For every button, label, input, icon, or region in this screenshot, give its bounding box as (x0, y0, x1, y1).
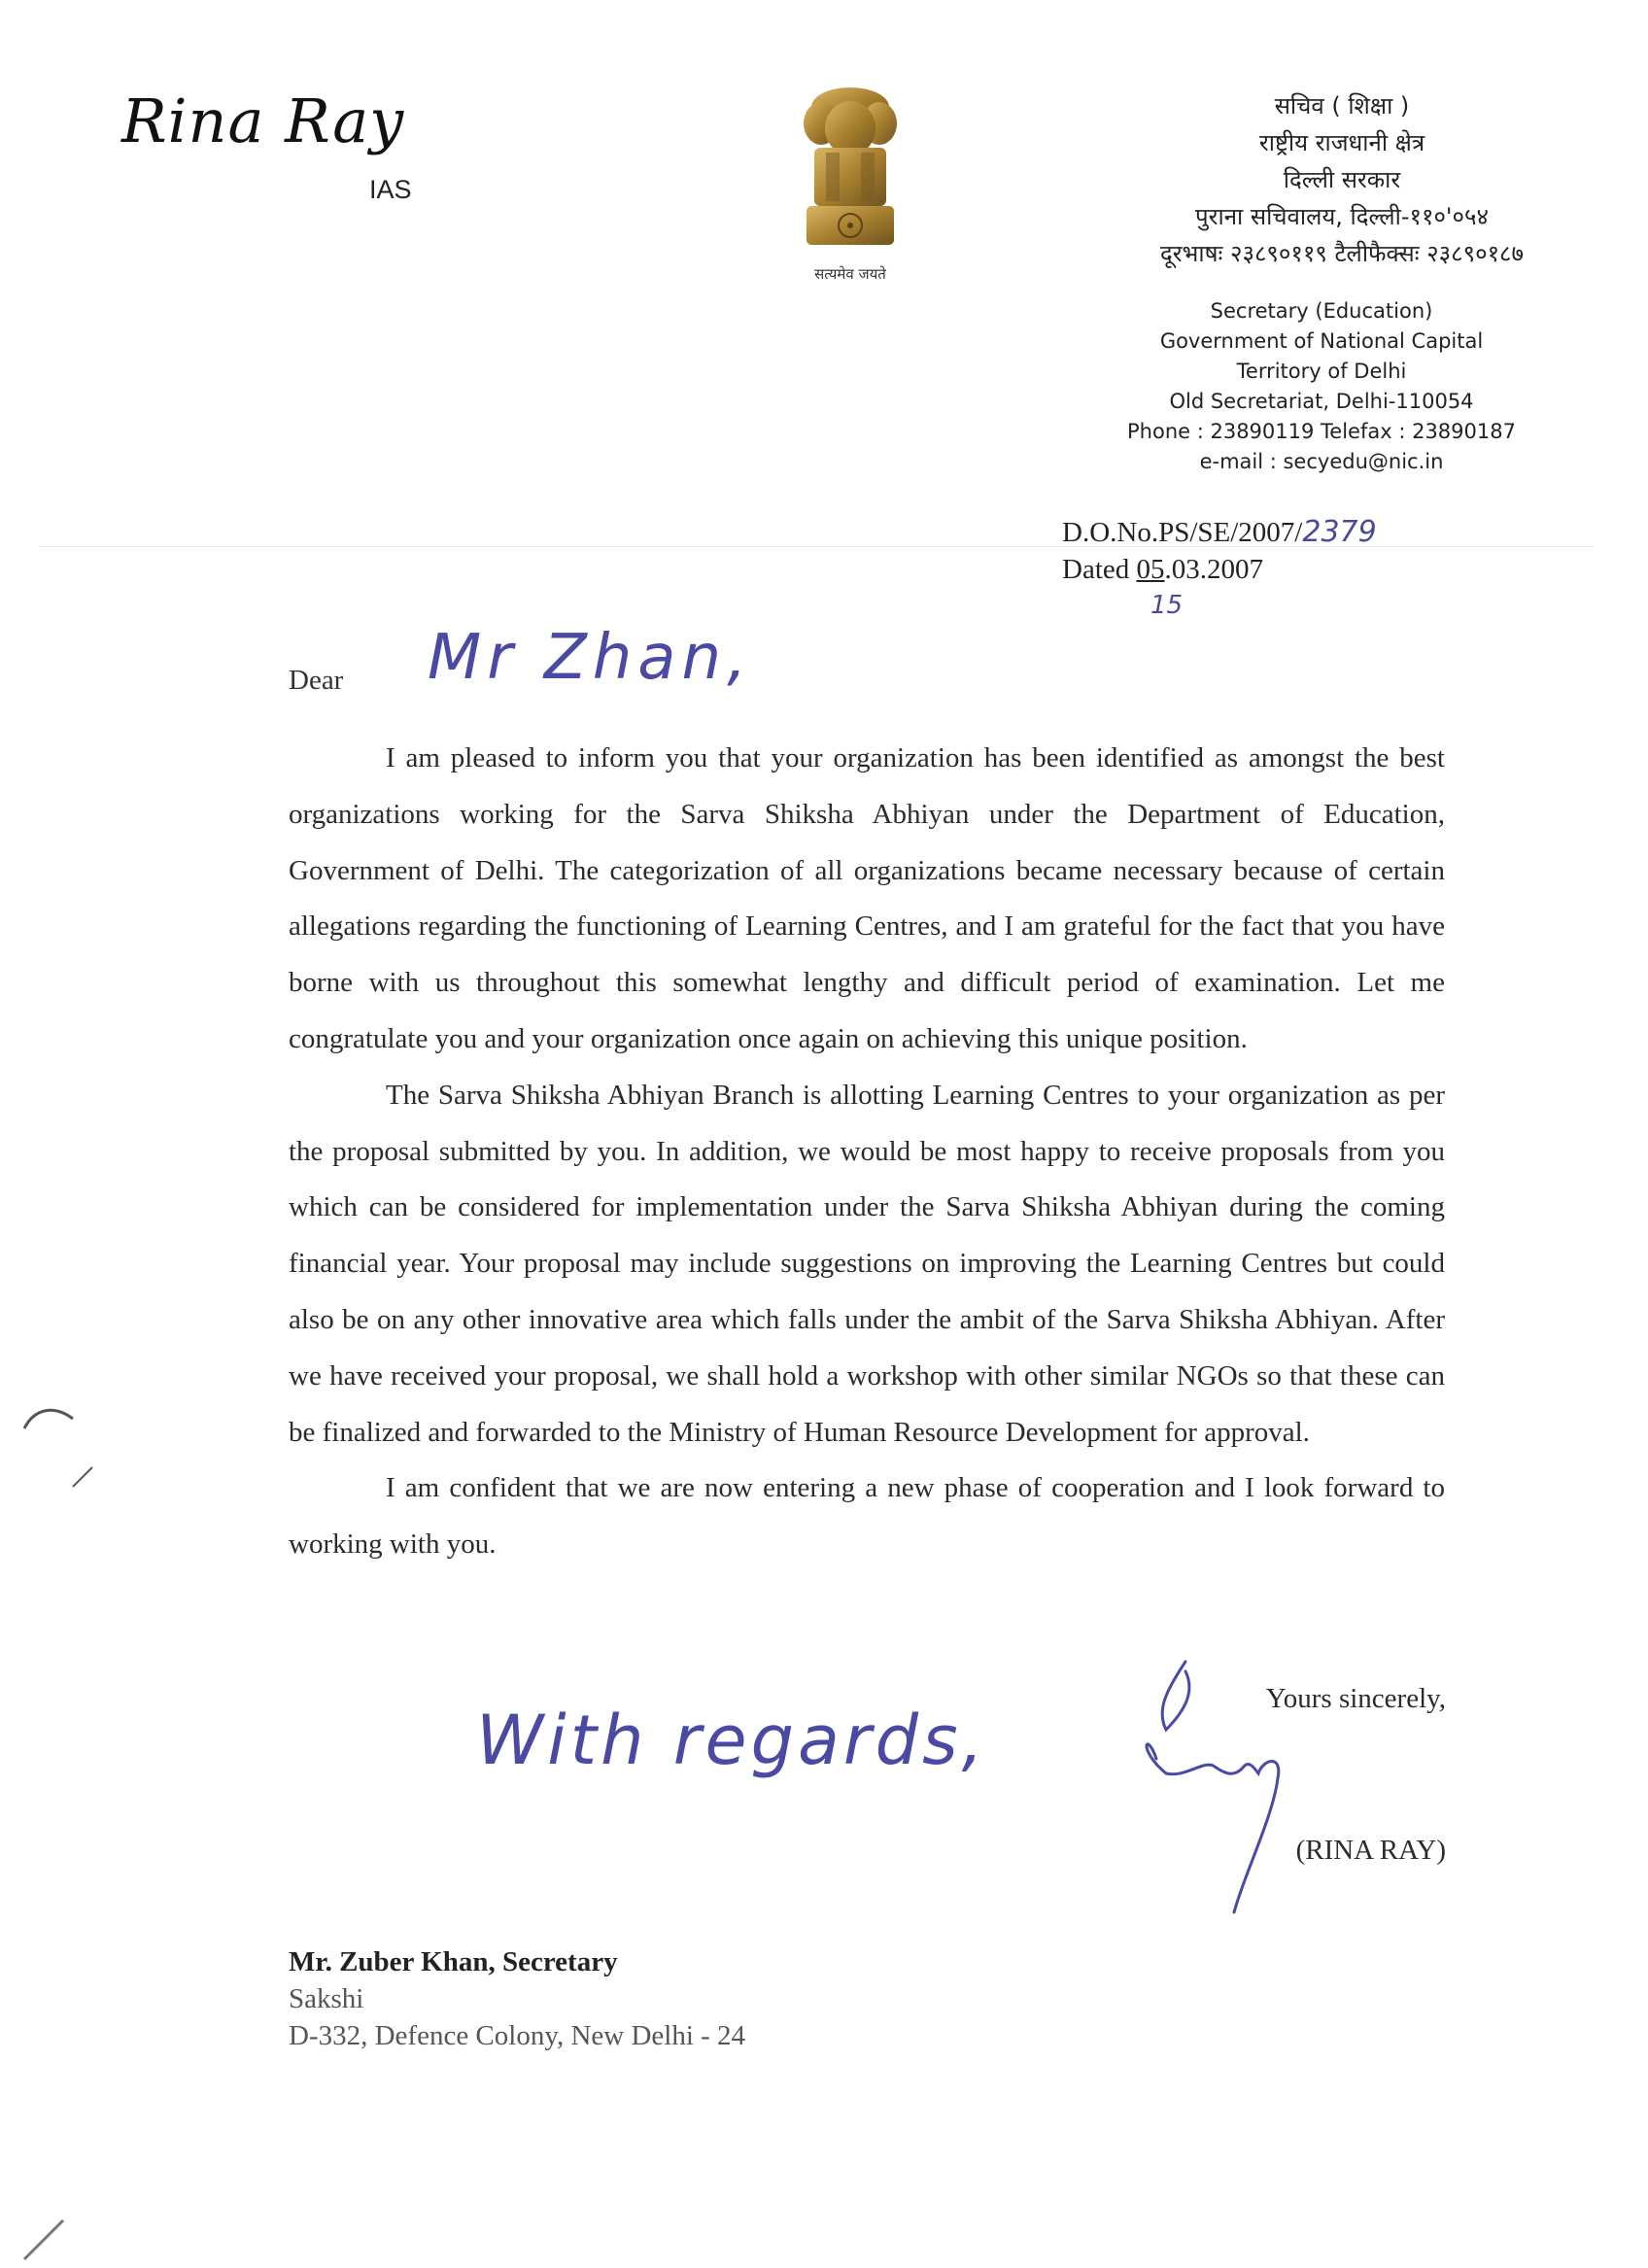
dated-rest: .03.2007 (1164, 554, 1263, 585)
handwritten-reference: 2379 (1302, 515, 1377, 549)
english-line: Phone : 23890119 Telefax : 23890187 (1127, 420, 1516, 443)
national-emblem-icon (787, 80, 913, 255)
scan-mark (19, 2216, 68, 2264)
dated-day: 05 (1136, 554, 1165, 585)
salutation-dear: Dear (289, 665, 344, 696)
scan-mark (19, 1399, 78, 1438)
scan-mark (68, 1462, 97, 1492)
reference-number (1062, 515, 1377, 549)
english-line: Secretary (Education) (1210, 299, 1433, 323)
dated-prefix: Dated (1062, 554, 1137, 585)
hindi-line: सचिव ( शिक्षा ) (1274, 92, 1410, 120)
name-signature: Rina Ray (121, 86, 405, 156)
reference-prefix: D.O.No.PS/SE/2007/ (1062, 517, 1303, 548)
english-line: Old Secretariat, Delhi-110054 (1169, 390, 1474, 413)
signatory-name: (RINA RAY) (1295, 1835, 1446, 1866)
addressee-organization: Sakshi (289, 1983, 364, 2014)
letter-body (289, 731, 1445, 1573)
handwritten-recipient-name: Mr Zhan, (428, 622, 753, 694)
body-paragraph: The Sarva Shiksha Abhiyan Branch is allotting Learning Centres to your organization as per the proposal submitted by you. In addition, we would be most happy to receive proposals from you which can be considered for implementation under the Sarva Shiksha Abhiyan during the coming financial year. Your proposal may include suggestions on improving the Learning Centres but could also be on any other innovative area which falls under the ambit of the Sarva Shiksha Abhiyan. After we have received your proposal, we shall hold a workshop with other similar NGOs so that these can be finalized and forwarded to the Ministry of Human Resource Development for approval. (289, 1079, 1445, 1448)
handwritten-signature (1127, 1652, 1322, 1914)
hindi-line: दूरभाषः २३८९०११९ टैलीफैक्सः २३८९०१८७ (1159, 240, 1525, 267)
emblem-motto: सत्यमेव जयते (814, 265, 886, 283)
handwritten-date-correction: 15 (1150, 591, 1184, 620)
addressee-block (289, 1943, 745, 2054)
english-line: e-mail : secyedu@nic.in (1199, 450, 1444, 473)
designation-suffix: IAS (369, 175, 412, 204)
english-line: Government of National Capital (1159, 329, 1484, 353)
addressee-name: Mr. Zuber Khan, Secretary (289, 1946, 618, 1977)
hindi-line: दिल्ली सरकार (1283, 166, 1401, 193)
body-paragraph: I am confident that we are now entering a new phase of cooperation and I look forward to working with you. (289, 1472, 1445, 1561)
english-line: Territory of Delhi (1236, 360, 1407, 383)
letter-date (1062, 554, 1263, 586)
closing-yours-sincerely: Yours sincerely, (1265, 1683, 1446, 1714)
addressee-address: D-332, Defence Colony, New Delhi - 24 (289, 2020, 746, 2051)
body-paragraph: I am pleased to inform you that your organization has been identified as amongst the best organizations working for the Sarva Shiksha Abhiyan under the Department of Education, Government of Delhi. The categorization of all organizations became necessary because of certain allegations regarding the functioning of Learning Centres, and I am grateful for the fact that you have borne with us throughout this somewhat lengthy and difficult period of examination. Let me congratulate you and your organization once again on achieving this unique position. (289, 742, 1445, 1054)
hindi-line: राष्ट्रीय राजधानी क्षेत्र (1258, 129, 1425, 156)
hindi-line: पुराना सचिवालय, दिल्ली-११०'०५४ (1195, 203, 1489, 230)
hindi-letterhead (1114, 87, 1570, 272)
handwritten-regards: With regards, (476, 1701, 987, 1780)
english-letterhead (1127, 296, 1516, 477)
